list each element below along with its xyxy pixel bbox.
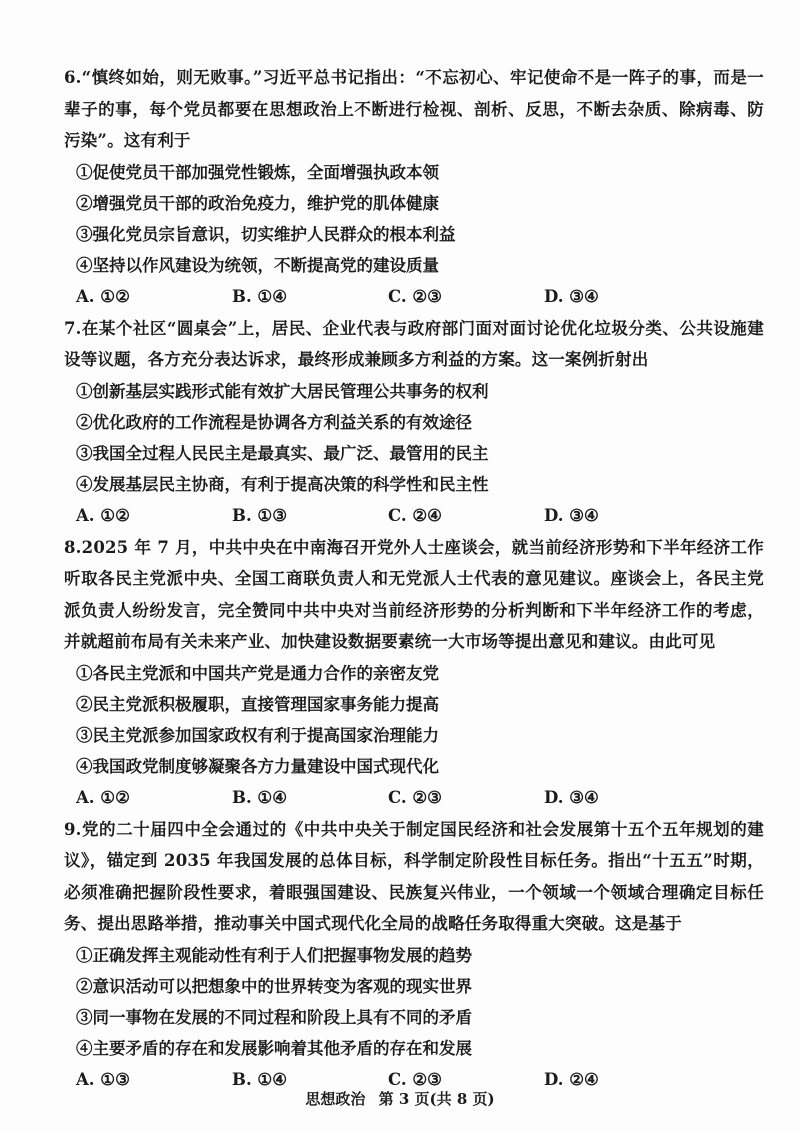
- question-8: [64, 532, 764, 813]
- question-7: [64, 313, 764, 531]
- choice-c: C. ②③: [388, 1069, 442, 1089]
- option-3: ③民主党派参加国家政权有利于提高国家治理能力: [76, 725, 439, 745]
- option-2: ②意识活动可以把想象中的世界转变为客观的现实世界: [76, 976, 472, 996]
- option-2: ②增强党员干部的政治免疫力，维护党的肌体健康: [76, 193, 439, 213]
- option-4: ④主要矛盾的存在和发展影响着其他矛盾的存在和发展: [76, 1038, 472, 1058]
- option-3: ③同一事物在发展的不同过程和阶段上具有不同的矛盾: [76, 1007, 472, 1027]
- choice-b: B. ①④: [232, 1069, 288, 1089]
- option-4: ④发展基层民主协商，有利于提高决策的科学性和民主性: [76, 474, 489, 494]
- question-text: 在某个社区“圆桌会”上，居民、企业代表与政府部门面对面讨论优化垃圾分类、公共设施建设等议题，各方充分表达诉求，最终形成兼顾多方利益的方案。这一案例折射出: [64, 318, 764, 369]
- answer-choices: [64, 500, 764, 531]
- option-4: ④坚持以作风建设为统领，不断提高党的建设质量: [76, 255, 439, 275]
- choice-c: C. ②④: [388, 505, 442, 525]
- option-1: ①正确发挥主观能动性有利于人们把握事物发展的趋势: [76, 945, 472, 965]
- option-1: ①促使党员干部加强党性锻炼，全面增强执政本领: [76, 162, 439, 182]
- answer-choices: [64, 281, 764, 312]
- choice-b: B. ①③: [232, 505, 288, 525]
- question-stem: [64, 62, 764, 157]
- choice-a: A. ①②: [76, 286, 130, 306]
- choice-a: A. ①③: [76, 1069, 130, 1089]
- page-footer: [0, 1088, 800, 1109]
- choice-b: B. ①④: [232, 787, 288, 807]
- subject-label: 思想政治: [305, 1090, 366, 1108]
- choice-a: A. ①②: [76, 505, 130, 525]
- choice-a: A. ①②: [76, 787, 130, 807]
- question-9: [64, 814, 764, 1095]
- option-3: ③我国全过程人民民主是最真实、最广泛、最管用的民主: [76, 443, 489, 463]
- question-stem: [64, 814, 764, 940]
- option-2: ②民主党派积极履职，直接管理国家事务能力提高: [76, 694, 439, 714]
- question-stem: [64, 313, 764, 376]
- question-number: 9.: [64, 819, 82, 839]
- option-1: ①各民主党派和中国共产党是通力合作的亲密友党: [76, 663, 439, 683]
- question-number: 7.: [64, 318, 82, 338]
- question-6: [64, 62, 764, 312]
- question-stem: [64, 532, 764, 658]
- option-4: ④我国政党制度够凝聚各方力量建设中国式现代化: [76, 756, 439, 776]
- choice-c: C. ②③: [388, 286, 442, 306]
- choice-b: B. ①④: [232, 286, 288, 306]
- option-1: ①创新基层实践形式能有效扩大居民管理公共事务的权利: [76, 381, 489, 401]
- question-text: “慎终如始，则无败事。”习近平总书记指出：“不忘初心、牢记使命不是一阵子的事，而是一辈子的事，每个党员都要在思想政治上不断进行检视、剖析、反思，不断去杂质、除病毒、防污染”。这有利于: [64, 68, 764, 150]
- choice-d: D. ②④: [544, 1069, 599, 1089]
- choice-c: C. ②③: [388, 787, 442, 807]
- question-text: 党的二十届四中全会通过的《中共中央关于制定国民经济和社会发展第十五个五年规划的建议》，锚定到 2035 年我国发展的总体目标，科学制定阶段性目标任务。指出“十五五”时期，必须准确把握阶段性要求，着眼强国建设、民族复兴伟业，一个领域一个领域合理确定目标任务、提出思路举措，推动事关中国式现代化全局的战略任务取得重大突破。这是基于: [64, 819, 764, 933]
- option-2: ②优化政府的工作流程是协调各方利益关系的有效途径: [76, 412, 472, 432]
- question-list: [64, 62, 764, 1096]
- question-number: 8.: [64, 537, 82, 557]
- question-text: 2025 年 7 月，中共中央在中南海召开党外人士座谈会，就当前经济形势和下半年经济工作听取各民主党派中央、全国工商联负责人和无党派人士代表的意见建议。座谈会上，各民主党派负责人纷纷发言，完全赞同中共中央对当前经济形势的分析判断和下半年经济工作的考虑，并就超前布局有关未来产业、加快建设数据要素统一大市场等提出意见和建议。由此可见: [64, 537, 764, 651]
- option-3: ③强化党员宗旨意识，切实维护人民群众的根本利益: [76, 224, 456, 244]
- answer-choices: [64, 782, 764, 813]
- choice-d: D. ③④: [544, 286, 599, 306]
- choice-d: D. ③④: [544, 505, 599, 525]
- page-number: 第 3 页(共 8 页): [378, 1090, 495, 1108]
- choice-d: D. ③④: [544, 787, 599, 807]
- question-number: 6.: [64, 68, 82, 87]
